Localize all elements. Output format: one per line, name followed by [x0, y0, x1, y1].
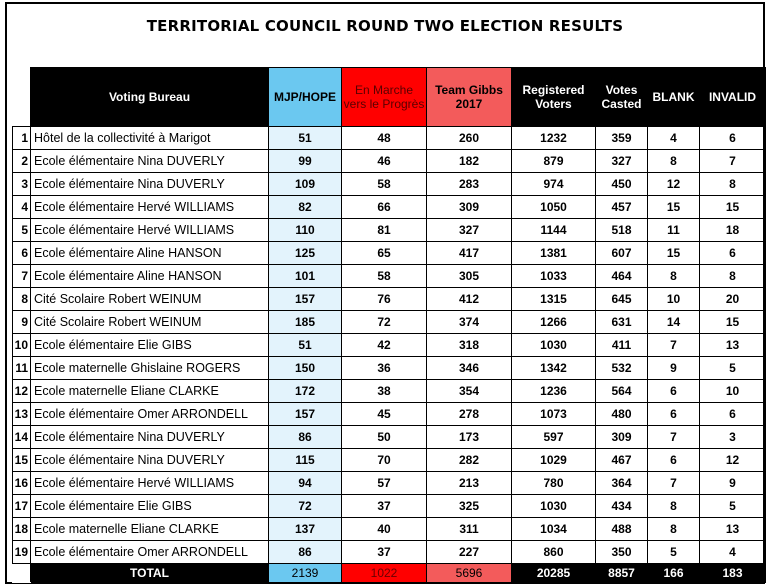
invalid-votes: 3: [700, 426, 766, 449]
votes-casted: 364: [596, 472, 648, 495]
invalid-votes: 15: [700, 196, 766, 219]
row-index: 1: [13, 127, 31, 150]
blank-votes: 10: [648, 288, 700, 311]
registered-header: Registered Voters: [512, 68, 596, 127]
table-row: [13, 380, 766, 403]
invalid-votes: 20: [700, 288, 766, 311]
registered-voters: 1050: [512, 196, 596, 219]
tg-votes: 213: [427, 472, 512, 495]
blank-votes: 15: [648, 242, 700, 265]
results-table: [12, 67, 766, 583]
blank-votes: 4: [648, 127, 700, 150]
bureau-name: Ecole élémentaire Aline HANSON: [31, 265, 269, 288]
bureau-name: Cité Scolaire Robert WEINUM: [31, 288, 269, 311]
blank-votes: 8: [648, 495, 700, 518]
blank-votes: 14: [648, 311, 700, 334]
total-casted: 8857: [596, 564, 648, 583]
bureau-name: Ecole maternelle Eliane CLARKE: [31, 518, 269, 541]
tg-votes: 309: [427, 196, 512, 219]
votes-casted: 645: [596, 288, 648, 311]
mjp-votes: 185: [269, 311, 342, 334]
table-row: [13, 426, 766, 449]
row-index: 2: [13, 150, 31, 173]
bureau-name: Ecole élémentaire Hervé WILLIAMS: [31, 219, 269, 242]
em-votes: 50: [342, 426, 427, 449]
registered-voters: 1029: [512, 449, 596, 472]
em-votes: 57: [342, 472, 427, 495]
votes-casted: 564: [596, 380, 648, 403]
row-index: 5: [13, 219, 31, 242]
page-title: TERRITORIAL COUNCIL ROUND TWO ELECTION RESULTS: [146, 17, 624, 35]
table-row: [13, 288, 766, 311]
votes-casted: 464: [596, 265, 648, 288]
row-index: 14: [13, 426, 31, 449]
bureau-name: Ecole élémentaire Hervé WILLIAMS: [31, 472, 269, 495]
em-votes: 76: [342, 288, 427, 311]
blank-votes: 6: [648, 449, 700, 472]
row-index: 12: [13, 380, 31, 403]
table-row: [13, 518, 766, 541]
mjp-votes: 86: [269, 426, 342, 449]
invalid-header: INVALID: [700, 68, 766, 127]
total-blank: 166: [648, 564, 700, 583]
tg-votes: 283: [427, 173, 512, 196]
row-index: 10: [13, 334, 31, 357]
row-index: 6: [13, 242, 31, 265]
invalid-votes: 6: [700, 127, 766, 150]
mjp-votes: 157: [269, 403, 342, 426]
blank-votes: 6: [648, 403, 700, 426]
em-votes: 37: [342, 541, 427, 564]
table-row: [13, 150, 766, 173]
blank-header: BLANK: [648, 68, 700, 127]
invalid-votes: 7: [700, 150, 766, 173]
mjp-votes: 125: [269, 242, 342, 265]
bureau-name: Ecole élémentaire Hervé WILLIAMS: [31, 196, 269, 219]
blank-votes: 7: [648, 426, 700, 449]
bureau-name: Ecole maternelle Ghislaine ROGERS: [31, 357, 269, 380]
mjp-votes: 109: [269, 173, 342, 196]
mjp-votes: 82: [269, 196, 342, 219]
registered-voters: 597: [512, 426, 596, 449]
em-header: En Marche vers le Progrès: [342, 68, 427, 127]
tg-votes: 227: [427, 541, 512, 564]
row-index: 16: [13, 472, 31, 495]
invalid-votes: 9: [700, 472, 766, 495]
total-label: TOTAL: [31, 564, 269, 583]
table-row: [13, 219, 766, 242]
blank-votes: 8: [648, 265, 700, 288]
tg-votes: 327: [427, 219, 512, 242]
votes-casted: 309: [596, 426, 648, 449]
row-index: 9: [13, 311, 31, 334]
total-tg: 5696: [427, 564, 512, 583]
blank-votes: 6: [648, 380, 700, 403]
bureau-name: Ecole élémentaire Omer ARRONDELL: [31, 403, 269, 426]
em-votes: 65: [342, 242, 427, 265]
table-row: [13, 495, 766, 518]
bureau-header: Voting Bureau: [31, 68, 269, 127]
row-index: 3: [13, 173, 31, 196]
mjp-header: MJP/HOPE: [269, 68, 342, 127]
em-votes: 70: [342, 449, 427, 472]
table-row: [13, 242, 766, 265]
registered-voters: 780: [512, 472, 596, 495]
registered-voters: 1315: [512, 288, 596, 311]
total-mjp: 2139: [269, 564, 342, 583]
row-index: 17: [13, 495, 31, 518]
votes-casted: 350: [596, 541, 648, 564]
tg-votes: 305: [427, 265, 512, 288]
em-votes: 46: [342, 150, 427, 173]
votes-casted: 327: [596, 150, 648, 173]
bureau-name: Ecole élémentaire Nina DUVERLY: [31, 173, 269, 196]
invalid-votes: 4: [700, 541, 766, 564]
mjp-votes: 172: [269, 380, 342, 403]
votes-casted: 607: [596, 242, 648, 265]
votes-casted: 488: [596, 518, 648, 541]
blank-votes: 15: [648, 196, 700, 219]
results-body: [13, 127, 766, 564]
tg-header: Team Gibbs 2017: [427, 68, 512, 127]
table-row: [13, 265, 766, 288]
votes-casted: 480: [596, 403, 648, 426]
registered-voters: 860: [512, 541, 596, 564]
blank-votes: 12: [648, 173, 700, 196]
total-registered: 20285: [512, 564, 596, 583]
mjp-votes: 72: [269, 495, 342, 518]
mjp-votes: 110: [269, 219, 342, 242]
em-votes: 36: [342, 357, 427, 380]
tg-votes: 260: [427, 127, 512, 150]
em-votes: 37: [342, 495, 427, 518]
header-row: [13, 68, 766, 127]
votes-casted: 457: [596, 196, 648, 219]
tg-votes: 374: [427, 311, 512, 334]
votes-casted: 631: [596, 311, 648, 334]
em-votes: 58: [342, 265, 427, 288]
total-em: 1022: [342, 564, 427, 583]
total-row: [13, 564, 766, 583]
registered-voters: 974: [512, 173, 596, 196]
registered-voters: 1144: [512, 219, 596, 242]
index-header: [13, 68, 31, 127]
invalid-votes: 5: [700, 357, 766, 380]
invalid-votes: 8: [700, 265, 766, 288]
votes-casted: 467: [596, 449, 648, 472]
mjp-votes: 99: [269, 150, 342, 173]
invalid-votes: 15: [700, 311, 766, 334]
tg-votes: 346: [427, 357, 512, 380]
row-index: 19: [13, 541, 31, 564]
table-row: [13, 472, 766, 495]
invalid-votes: 13: [700, 334, 766, 357]
mjp-votes: 51: [269, 127, 342, 150]
bureau-name: Ecole élémentaire Omer ARRONDELL: [31, 541, 269, 564]
row-index: 13: [13, 403, 31, 426]
registered-voters: 1236: [512, 380, 596, 403]
invalid-votes: 6: [700, 242, 766, 265]
em-votes: 72: [342, 311, 427, 334]
casted-header: Votes Casted: [596, 68, 648, 127]
invalid-votes: 6: [700, 403, 766, 426]
blank-votes: 7: [648, 334, 700, 357]
tg-votes: 173: [427, 426, 512, 449]
votes-casted: 411: [596, 334, 648, 357]
table-row: [13, 449, 766, 472]
table-row: [13, 173, 766, 196]
row-index: 8: [13, 288, 31, 311]
em-votes: 38: [342, 380, 427, 403]
table-row: [13, 334, 766, 357]
total-index: [13, 564, 31, 583]
mjp-votes: 51: [269, 334, 342, 357]
mjp-votes: 150: [269, 357, 342, 380]
results-sheet: [5, 2, 765, 584]
registered-voters: 1033: [512, 265, 596, 288]
tg-votes: 354: [427, 380, 512, 403]
blank-votes: 9: [648, 357, 700, 380]
votes-casted: 450: [596, 173, 648, 196]
registered-voters: 1030: [512, 334, 596, 357]
tg-votes: 282: [427, 449, 512, 472]
row-index: 18: [13, 518, 31, 541]
row-index: 11: [13, 357, 31, 380]
table-row: [13, 196, 766, 219]
em-votes: 45: [342, 403, 427, 426]
registered-voters: 1073: [512, 403, 596, 426]
tg-votes: 278: [427, 403, 512, 426]
tg-votes: 417: [427, 242, 512, 265]
mjp-votes: 157: [269, 288, 342, 311]
em-votes: 40: [342, 518, 427, 541]
votes-casted: 434: [596, 495, 648, 518]
votes-casted: 518: [596, 219, 648, 242]
bureau-name: Ecole élémentaire Nina DUVERLY: [31, 150, 269, 173]
total-invalid: 183: [700, 564, 766, 583]
blank-votes: 8: [648, 518, 700, 541]
table-row: [13, 311, 766, 334]
em-votes: 66: [342, 196, 427, 219]
invalid-votes: 12: [700, 449, 766, 472]
row-index: 4: [13, 196, 31, 219]
registered-voters: 1030: [512, 495, 596, 518]
tg-votes: 325: [427, 495, 512, 518]
row-index: 7: [13, 265, 31, 288]
invalid-votes: 13: [700, 518, 766, 541]
em-votes: 58: [342, 173, 427, 196]
bureau-name: Ecole élémentaire Nina DUVERLY: [31, 449, 269, 472]
bureau-name: Ecole élémentaire Elie GIBS: [31, 334, 269, 357]
invalid-votes: 10: [700, 380, 766, 403]
votes-casted: 359: [596, 127, 648, 150]
invalid-votes: 5: [700, 495, 766, 518]
tg-votes: 412: [427, 288, 512, 311]
em-votes: 48: [342, 127, 427, 150]
bureau-name: Cité Scolaire Robert WEINUM: [31, 311, 269, 334]
registered-voters: 1266: [512, 311, 596, 334]
votes-casted: 532: [596, 357, 648, 380]
blank-votes: 7: [648, 472, 700, 495]
mjp-votes: 86: [269, 541, 342, 564]
bureau-name: Ecole élémentaire Aline HANSON: [31, 242, 269, 265]
bureau-name: Ecole élémentaire Nina DUVERLY: [31, 426, 269, 449]
tg-votes: 311: [427, 518, 512, 541]
blank-votes: 5: [648, 541, 700, 564]
mjp-votes: 94: [269, 472, 342, 495]
invalid-votes: 18: [700, 219, 766, 242]
em-votes: 42: [342, 334, 427, 357]
registered-voters: 879: [512, 150, 596, 173]
mjp-votes: 115: [269, 449, 342, 472]
table-row: [13, 127, 766, 150]
tg-votes: 318: [427, 334, 512, 357]
table-row: [13, 541, 766, 564]
tg-votes: 182: [427, 150, 512, 173]
mjp-votes: 137: [269, 518, 342, 541]
invalid-votes: 8: [700, 173, 766, 196]
mjp-votes: 101: [269, 265, 342, 288]
registered-voters: 1034: [512, 518, 596, 541]
bureau-name: Ecole maternelle Eliane CLARKE: [31, 380, 269, 403]
table-row: [13, 357, 766, 380]
blank-votes: 8: [648, 150, 700, 173]
em-votes: 81: [342, 219, 427, 242]
blank-votes: 11: [648, 219, 700, 242]
table-row: [13, 403, 766, 426]
registered-voters: 1381: [512, 242, 596, 265]
registered-voters: 1232: [512, 127, 596, 150]
row-index: 15: [13, 449, 31, 472]
bureau-name: Hôtel de la collectivité à Marigot: [31, 127, 269, 150]
registered-voters: 1342: [512, 357, 596, 380]
bureau-name: Ecole élémentaire Elie GIBS: [31, 495, 269, 518]
